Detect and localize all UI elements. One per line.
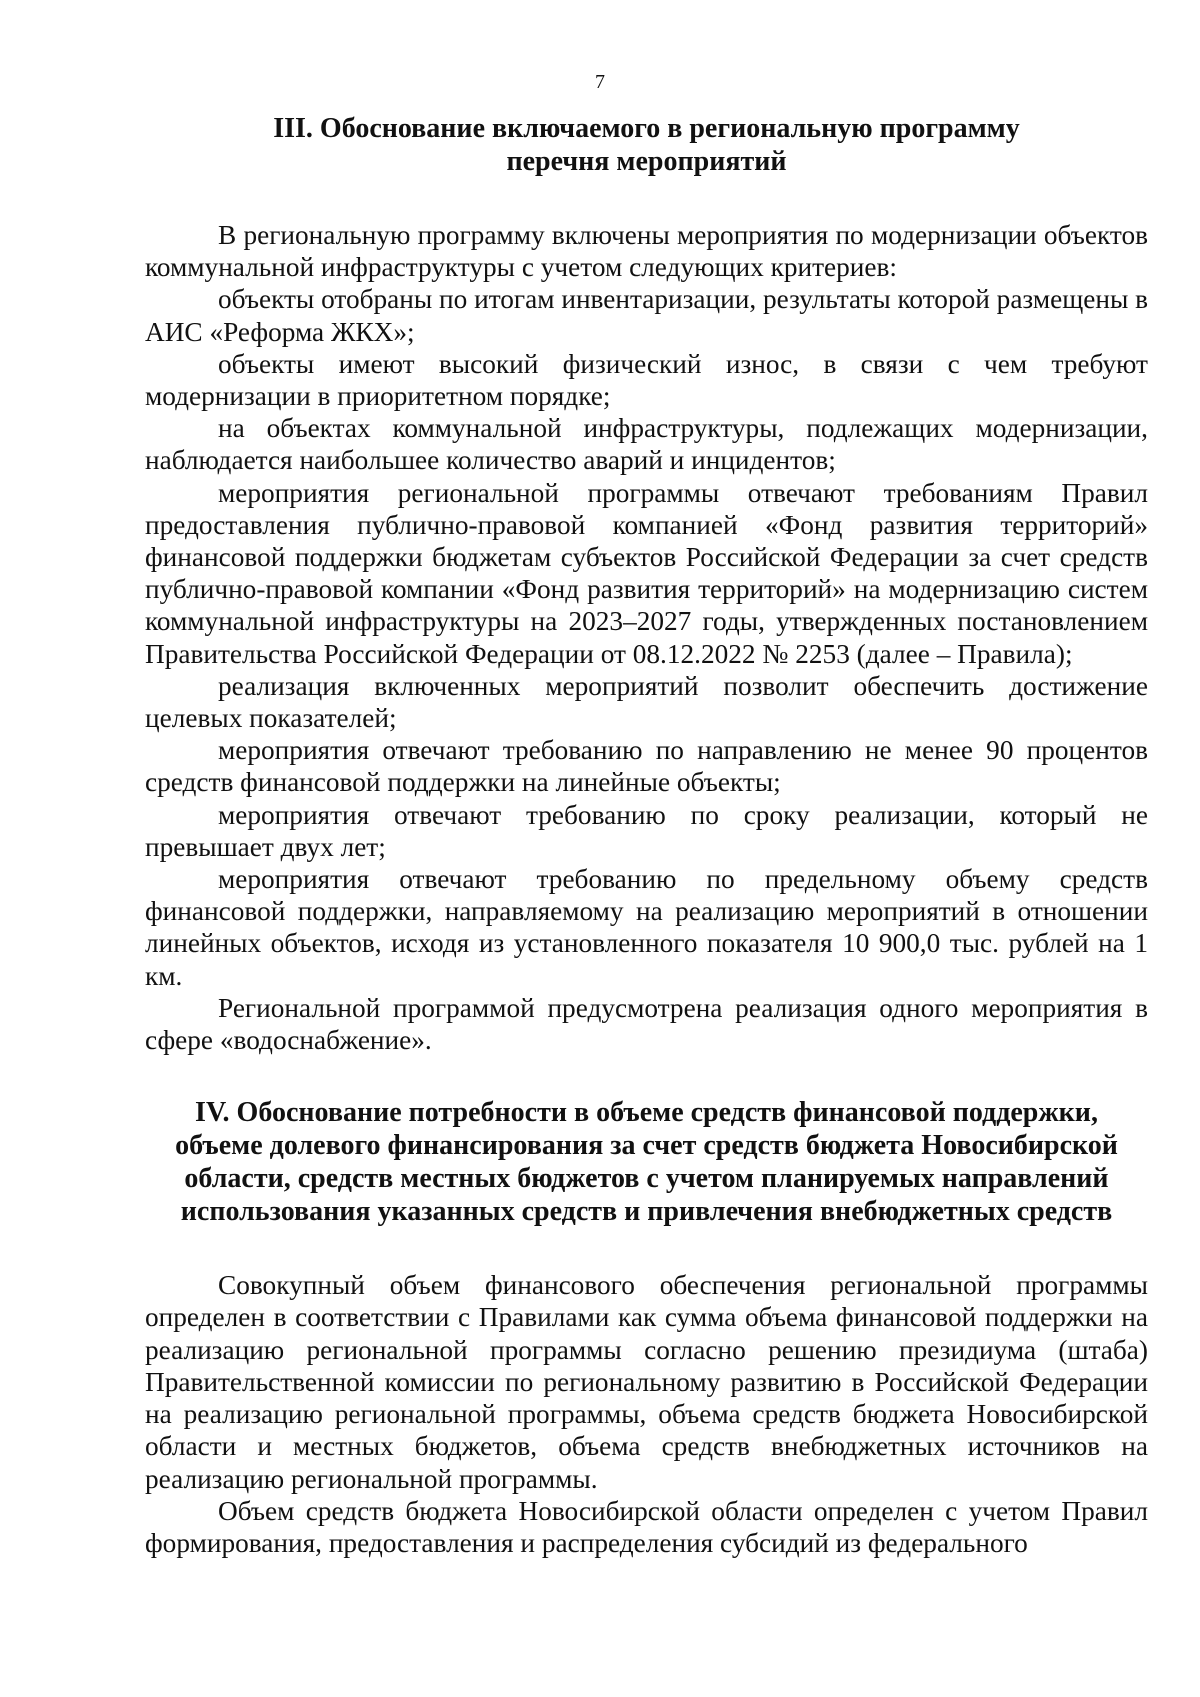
section-3-heading-line: перечня мероприятий [506,146,787,177]
section-4-heading-line: области, средств местных бюджетов с учетом планируемых направлений [184,1163,1109,1195]
criterion-paragraph: объекты имеют высокий физический износ, в связи с чем требуют модернизации в приоритетном порядке; [145,348,1148,412]
section-3-heading-line: III. Обоснование включаемого в региональную программу [273,113,1020,144]
criterion-paragraph: мероприятия отвечают требованию по сроку реализации, который не превышает двух лет; [145,799,1148,862]
section-3-paragraph: Региональной программой предусмотрена реализация одного мероприятия в сфере «водоснабжение». [145,992,1148,1056]
page-content [145,112,1148,1559]
section-4-heading-line: объеме долевого финансирования за счет средств бюджета Новосибирской [175,1130,1118,1162]
criterion-paragraph: мероприятия отвечают требованию по предельному объему средств финансовой поддержки, направляемому на реализацию мероприятий в отношении линейных объектов, исходя из установленного показателя 10 900,0 тыс. рублей на 1 км. [145,864,1148,991]
section-4-heading-line: использования указанных средств и привлечения внебюджетных средств [180,1196,1113,1228]
section-4-heading-line: IV. Обоснование потребности в объеме средств финансовой поддержки, [195,1097,1098,1129]
page-number: 7 [595,71,605,93]
section-4-paragraph: Объем средств бюджета Новосибирской области определен с учетом Правил формирования, предоставления и распределения субсидий из федерального [145,1495,1148,1558]
criterion-paragraph: мероприятия отвечают требованию по направлению не менее 90 процентов средств финансовой поддержки на линейные объекты; [145,735,1148,798]
section-4-paragraph: Совокупный объем финансового обеспечения региональной программы определен в соответствии с Правилами как сумма объема финансовой поддержки на реализацию региональной программы согласно решению президиума (штаба) Правительственной комиссии по региональному развитию в Российской Федерации на реализацию региональной программы, объема средств бюджета Новосибирской области и местных бюджетов, объема средств внебюджетных источников на реализацию региональной программы. [145,1270,1148,1494]
section-3-heading [145,112,1148,178]
criterion-paragraph: реализация включенных мероприятий позволит обеспечить достижение целевых показателей; [145,670,1148,734]
section-4-heading [145,1096,1148,1228]
criterion-paragraph: мероприятия региональной программы отвечают требованиям Правил предоставления публично-правовой компанией «Фонд развития территорий» финансовой поддержки бюджетам субъектов Российской Федерации за счет средств публично-правовой компании «Фонд развития территорий» на модернизацию систем коммунальной инфраструктуры на 2023–2027 годы, утвержденных постановлением Правительства Российской Федерации от 08.12.2022 № 2253 (далее – Правила); [145,477,1148,669]
section-3-paragraph: В региональную программу включены мероприятия по модернизации объектов коммунальной инфраструктуры с учетом следующих критериев: [145,220,1148,283]
criterion-paragraph: на объектах коммунальной инфраструктуры, подлежащих модернизации, наблюдается наибольшее количество аварий и инцидентов; [145,413,1148,476]
criterion-paragraph: объекты отобраны по итогам инвентаризации, результаты которой размещены в АИС «Реформа ЖКХ»; [145,284,1149,347]
